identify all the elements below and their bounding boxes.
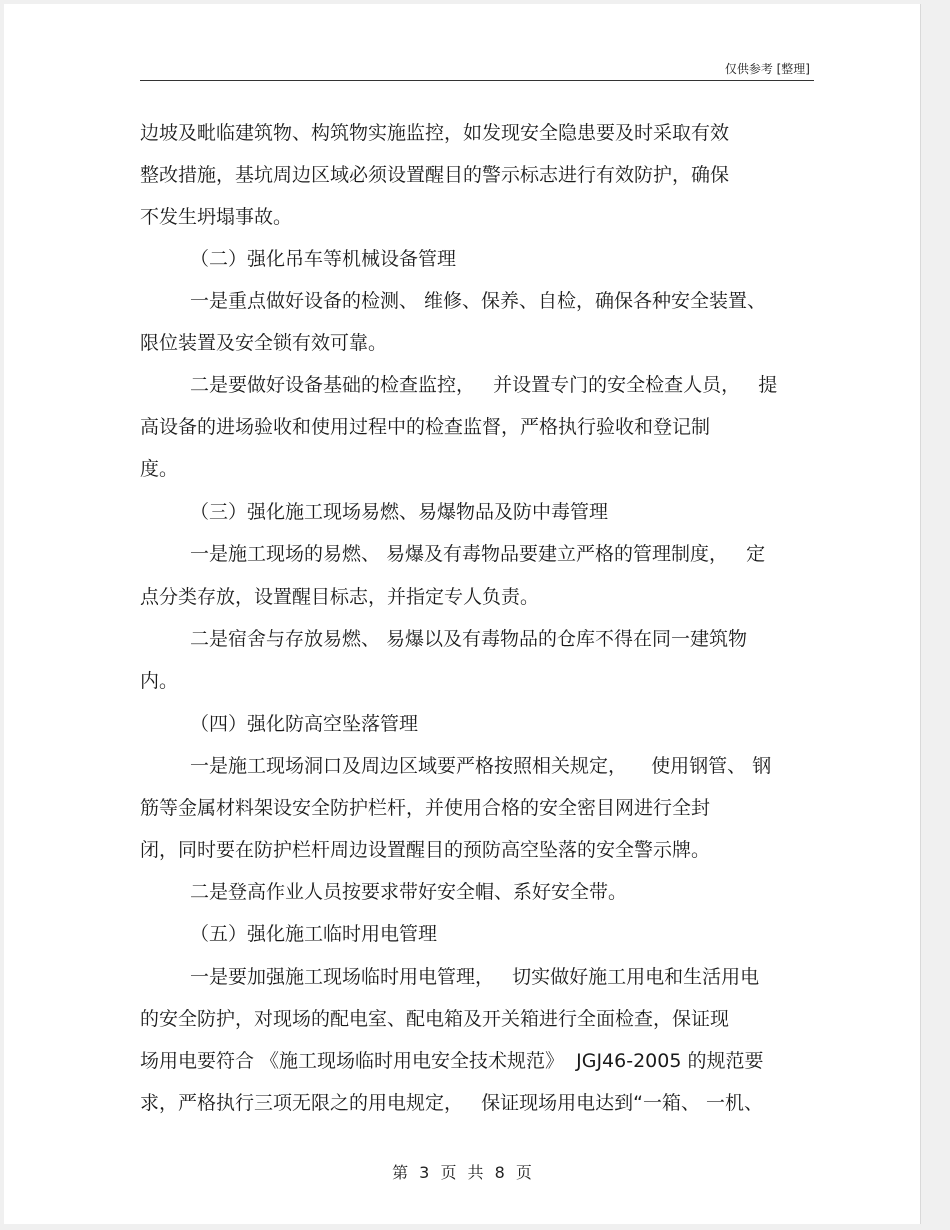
body-line-3: 不发生坍塌事故。 [140, 206, 293, 228]
body-line-9: 度。 [140, 458, 179, 480]
body-line-18: 闭，同时要在防护栏杆周边设置醒目的预防高空坠落的安全警示牌。 [140, 839, 711, 861]
body-line-11: 一是施工现场的易燃、 易爆及有毒物品要建立严格的管理制度， 定 [190, 543, 766, 565]
page-number-footer: 第 3 页 共 8 页 [392, 1163, 532, 1182]
body-line-2: 整改措施，基坑周边区域必须设置醒目的警示标志进行有效防护，确保 [140, 164, 730, 186]
section-heading-3: （三）强化施工现场易燃、易爆物品及防中毒管理 [190, 501, 609, 523]
header-divider [140, 80, 814, 81]
body-line-17: 筋等金属材料架设安全防护栏杆，并使用合格的安全密目网进行全封 [140, 797, 711, 819]
body-line-5: 一是重点做好设备的检测、 维修、保养、自检，确保各种安全装置、 [190, 290, 767, 312]
body-line-14: 内。 [140, 670, 179, 692]
body-line-13: 二是宿舍与存放易燃、 易爆以及有毒物品的仓库不得在同一建筑物 [190, 628, 748, 650]
body-line-6: 限位装置及安全锁有效可靠。 [140, 332, 388, 354]
body-line-1: 边坡及毗临建筑物、构筑物实施监控，如发现安全隐患要及时采取有效 [140, 122, 730, 144]
body-line-23: 场用电要符合 《施工现场临时用电安全技术规范》 JGJ46-2005 的规范要 [140, 1050, 764, 1072]
body-line-8: 高设备的进场验收和使用过程中的检查监督，严格执行验收和登记制 [140, 416, 711, 438]
body-line-22: 的安全防护，对现场的配电室、配电箱及开关箱进行全面检查，保证现 [140, 1008, 730, 1030]
body-line-19: 二是登高作业人员按要求带好安全帽、系好安全带。 [190, 881, 628, 903]
body-line-12: 点分类存放，设置醒目标志，并指定专人负责。 [140, 586, 540, 608]
document-page [4, 4, 921, 1224]
body-line-21: 一是要加强施工现场临时用电管理， 切实做好施工用电和生活用电 [190, 966, 760, 988]
section-heading-5: （五）强化施工临时用电管理 [190, 923, 438, 945]
section-heading-4: （四）强化防高空坠落管理 [190, 713, 419, 735]
body-line-24: 求，严格执行三项无限之的用电规定， 保证现场用电达到“一箱、 一机、 [140, 1092, 764, 1114]
body-line-16: 一是施工现场洞口及周边区域要严格按照相关规定， 使用钢管、 钢 [190, 755, 772, 777]
section-heading-2: （二）强化吊车等机械设备管理 [190, 248, 457, 270]
body-line-7: 二是要做好设备基础的检查监控， 并设置专门的安全检查人员， 提 [190, 374, 778, 396]
header-note: 仅供参考 [整理] [724, 62, 810, 76]
